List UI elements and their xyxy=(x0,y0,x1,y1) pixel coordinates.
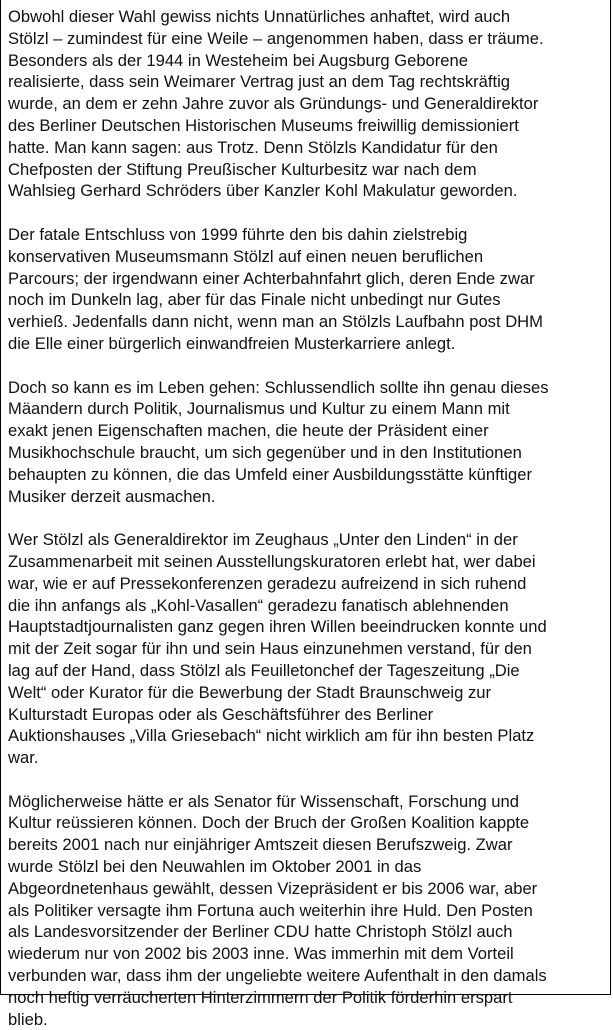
paragraph-2 xyxy=(8,224,604,355)
text-line: wurde Stölzl bei den Neuwahlen im Oktober 2001 in das xyxy=(8,857,422,877)
text-line: verbunden war, dass ihm der ungeliebte weitere Aufenthalt in den damals xyxy=(8,966,547,986)
text-line: mit der Zeit sogar für ihn und sein Haus einzunehmen verstand, für den xyxy=(8,639,532,659)
text-line: Auktionshauses „Villa Griesebach“ nicht wirklich am für ihn besten Platz xyxy=(8,726,535,746)
text-line: hatte. Man kann sagen: aus Trotz. Denn Stölzls Kandidatur für den xyxy=(8,137,498,157)
paragraph-5 xyxy=(8,791,604,1030)
text-line: Zusammenarbeit mit seinen Ausstellungskuratoren erlebt hat, wer dabei xyxy=(8,551,536,571)
text-line: Obwohl dieser Wahl gewiss nichts Unnatürliches anhaftet, wird auch xyxy=(8,7,511,26)
paragraph-4 xyxy=(8,529,604,769)
text-line: als Politiker versagte ihm Fortuna auch weiterhin ihre Huld. Den Posten xyxy=(8,900,533,920)
text-line: Parcours; der irgendwann einer Achterbahnfahrt glich, deren Ende zwar xyxy=(8,268,535,288)
text-line: wiederum nur von 2002 bis 2003 inne. Was immerhin mit dem Vorteil xyxy=(8,944,514,964)
text-line: noch heftig verräucherten Hinterzimmern der Politik förderhin erspart xyxy=(8,987,513,1007)
text-line: Wahlsieg Gerhard Schröders über Kanzler Kohl Makulatur geworden. xyxy=(8,181,518,201)
text-line: Hauptstadtjournalisten ganz gegen ihren Willen beeindrucken konnte und xyxy=(8,617,547,637)
text-line: konservativen Museumsmann Stölzl auf einen neuen beruflichen xyxy=(8,246,484,266)
text-line: behaupten zu können, die das Umfeld einer Ausbildungsstätte künftiger xyxy=(8,464,532,484)
text-line: die ihn anfangs als „Kohl-Vasallen“ geradezu fanatisch ablehnenden xyxy=(8,595,509,615)
text-line: Kulturstadt Europas oder als Geschäftsführer des Berliner xyxy=(8,704,434,724)
text-line: die Elle einer bürgerlich einwandfreien Musterkarriere anlegt. xyxy=(8,333,456,353)
text-line: Musiker derzeit ausmachen. xyxy=(8,486,216,506)
text-line: Mäandern durch Politik, Journalismus und Kultur zu einem Mann mit xyxy=(8,399,510,419)
text-line: Musikhochschule braucht, um sich gegenüber und in den Institutionen xyxy=(8,442,522,462)
text-line: noch im Dunkeln lag, aber für das Finale nicht unbedingt nur Gutes xyxy=(8,290,501,310)
text-line: wurde, an dem er zehn Jahre zuvor als Gründungs- und Generaldirektor xyxy=(8,94,539,114)
text-line: Wer Stölzl als Generaldirektor im Zeughaus „Unter den Linden“ in der xyxy=(8,530,518,550)
text-line: Der fatale Entschluss von 1999 führte den bis dahin zielstrebig xyxy=(8,224,468,244)
text-line: Möglicherweise hätte er als Senator für Wissenschaft, Forschung und xyxy=(8,791,519,811)
text-line: Welt“ oder Kurator für die Bewerbung der Stadt Braunschweig zur xyxy=(8,682,492,702)
text-line: Doch so kann es im Leben gehen: Schlussendlich sollte ihn genau dieses xyxy=(8,377,549,397)
text-line: Chefposten der Stiftung Preußischer Kulturbesitz war nach dem xyxy=(8,159,477,179)
text-line: Besonders als der 1944 in Westeheim bei Augsburg Geborene xyxy=(8,50,468,70)
text-line: bereits 2001 nach nur einjähriger Amtszeit diesen Berufszweig. Zwar xyxy=(8,835,513,855)
text-line: Abgeordnetenhaus gewählt, dessen Vizepräsident er bis 2006 war, aber xyxy=(8,878,538,898)
text-line: war. xyxy=(8,748,39,768)
text-line: verhieß. Jedenfalls dann nicht, wenn man an Stölzls Laufbahn post DHM xyxy=(8,312,543,332)
text-line: blieb. xyxy=(8,1009,48,1029)
text-line: Stölzl – zumindest für eine Weile – angenommen haben, dass er träume. xyxy=(8,28,544,48)
text-line: als Landesvorsitzender der Berliner CDU hatte Christoph Stölzl auch xyxy=(8,922,513,942)
text-line: Kultur reüssieren können. Doch der Bruch der Großen Koalition kappte xyxy=(8,813,530,833)
text-line: des Berliner Deutschen Historischen Museums freiwillig demissioniert xyxy=(8,115,519,135)
paragraph-3 xyxy=(8,377,604,508)
text-line: exakt jenen Eigenschaften machen, die heute der Präsident einer xyxy=(8,421,489,441)
text-line: realisierte, dass sein Weimarer Vertrag just an dem Tag rechtskräftig xyxy=(8,72,511,92)
text-line: lag auf der Hand, dass Stölzl als Feuilletonchef der Tageszeitung „Die xyxy=(8,660,520,680)
paragraph-1 xyxy=(8,6,604,202)
text-line: war, wie er auf Pressekonferenzen geradezu aufreizend in sich ruhend xyxy=(8,573,527,593)
